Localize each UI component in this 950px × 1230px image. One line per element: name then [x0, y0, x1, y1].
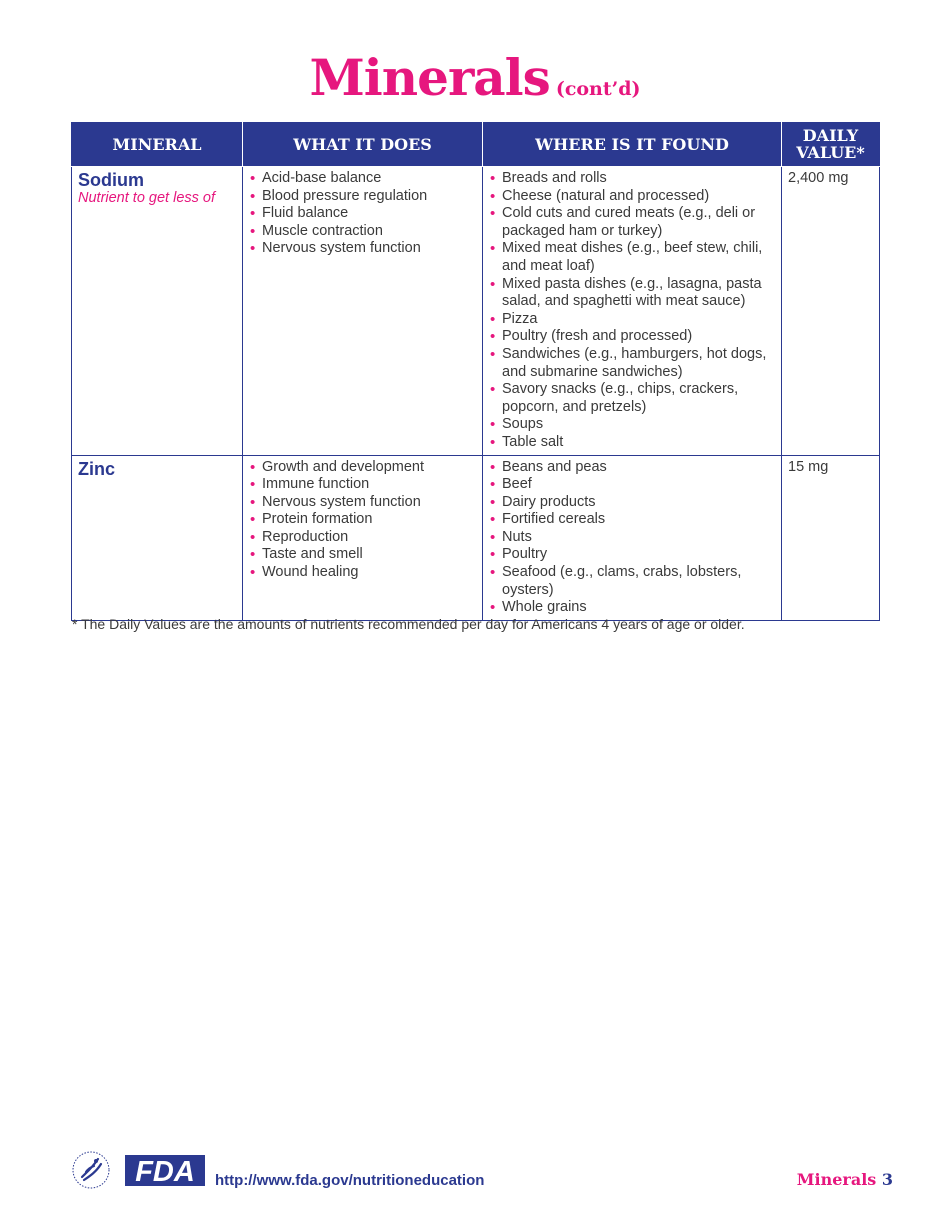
list-item: • Cheese (natural and processed): [489, 188, 775, 206]
bullet-list: [249, 170, 476, 258]
list-item: • Cold cuts and cured meats (e.g., deli or packaged ham or turkey): [489, 205, 775, 240]
page-title: Minerals: [309, 48, 550, 107]
mineral-name: Sodium: [78, 170, 144, 190]
footer-page-label: [797, 1170, 893, 1189]
page-title-block: [0, 48, 950, 107]
header-mineral: MINERAL: [72, 122, 243, 167]
footer-page-number: 3: [881, 1170, 893, 1189]
list-item: • Immune function: [249, 476, 476, 494]
minerals-table: [71, 122, 880, 621]
header-where-found: WHERE IS IT FOUND: [483, 122, 782, 167]
list-item: • Soups: [489, 416, 775, 434]
list-item: • Sandwiches (e.g., hamburgers, hot dogs, and submarine sandwiches): [489, 346, 775, 381]
hhs-seal-icon: [73, 1152, 109, 1188]
list-item: • Growth and development: [249, 459, 476, 477]
bullet-list: [489, 459, 775, 617]
list-item: • Nervous system function: [249, 494, 476, 512]
table-row: [72, 455, 880, 620]
list-item: • Whole grains: [489, 599, 775, 617]
mineral-name: Zinc: [78, 458, 116, 479]
list-item: • Muscle contraction: [249, 223, 476, 241]
header-daily-value-line2: VALUE*: [796, 143, 865, 162]
list-item: • Acid-base balance: [249, 170, 476, 188]
list-item: • Mixed pasta dishes (e.g., lasagna, pasta salad, and spaghetti with meat sauce): [489, 276, 775, 311]
bullet-list: [249, 459, 476, 582]
list-item: • Poultry: [489, 546, 775, 564]
list-item: • Seafood (e.g., clams, crabs, lobsters, oysters): [489, 564, 775, 599]
mineral-note: Nutrient to get less of: [78, 190, 216, 206]
table-row: [72, 167, 880, 456]
header-what-it-does: WHAT IT DOES: [243, 122, 483, 167]
cell-daily-value: 15 mg: [782, 455, 880, 620]
list-item: • Beans and peas: [489, 459, 775, 477]
header-daily-value: [782, 122, 880, 167]
header-daily-value-line1: DAILY: [802, 126, 859, 145]
list-item: • Breads and rolls: [489, 170, 775, 188]
cell-where-found: [483, 455, 782, 620]
page-title-suffix: (cont’d): [555, 78, 641, 100]
cell-where-found: [483, 167, 782, 456]
list-item: • Mixed meat dishes (e.g., beef stew, chili, and meat loaf): [489, 240, 775, 275]
list-item: • Table salt: [489, 434, 775, 452]
table-header-row: [72, 122, 880, 167]
cell-what-it-does: [243, 455, 483, 620]
list-item: • Nuts: [489, 529, 775, 547]
footnote: * The Daily Values are the amounts of nutrients recommended per day for Americans 4 years of age or older.: [72, 616, 745, 632]
list-item: • Taste and smell: [249, 546, 476, 564]
footer-page-title: Minerals: [796, 1170, 877, 1189]
list-item: • Beef: [489, 476, 775, 494]
list-item: • Fortified cereals: [489, 511, 775, 529]
cell-daily-value: 2,400 mg: [782, 167, 880, 456]
list-item: • Protein formation: [249, 511, 476, 529]
list-item: • Nervous system function: [249, 240, 476, 258]
cell-mineral: [72, 167, 243, 456]
list-item: • Wound healing: [249, 564, 476, 582]
fda-logo-icon: [125, 1155, 205, 1188]
cell-what-it-does: [243, 167, 483, 456]
fda-logo-text: FDA: [135, 1156, 195, 1188]
list-item: • Reproduction: [249, 529, 476, 547]
footer-logos: [72, 1150, 207, 1192]
list-item: • Pizza: [489, 311, 775, 329]
bullet-list: [489, 170, 775, 452]
list-item: • Dairy products: [489, 494, 775, 512]
list-item: • Blood pressure regulation: [249, 188, 476, 206]
list-item: • Poultry (fresh and processed): [489, 328, 775, 346]
footer-url-link[interactable]: http://www.fda.gov/nutritioneducation: [215, 1172, 485, 1189]
table-body: [72, 167, 880, 621]
list-item: • Fluid balance: [249, 205, 476, 223]
list-item: • Savory snacks (e.g., chips, crackers, popcorn, and pretzels): [489, 381, 775, 416]
cell-mineral: [72, 455, 243, 620]
